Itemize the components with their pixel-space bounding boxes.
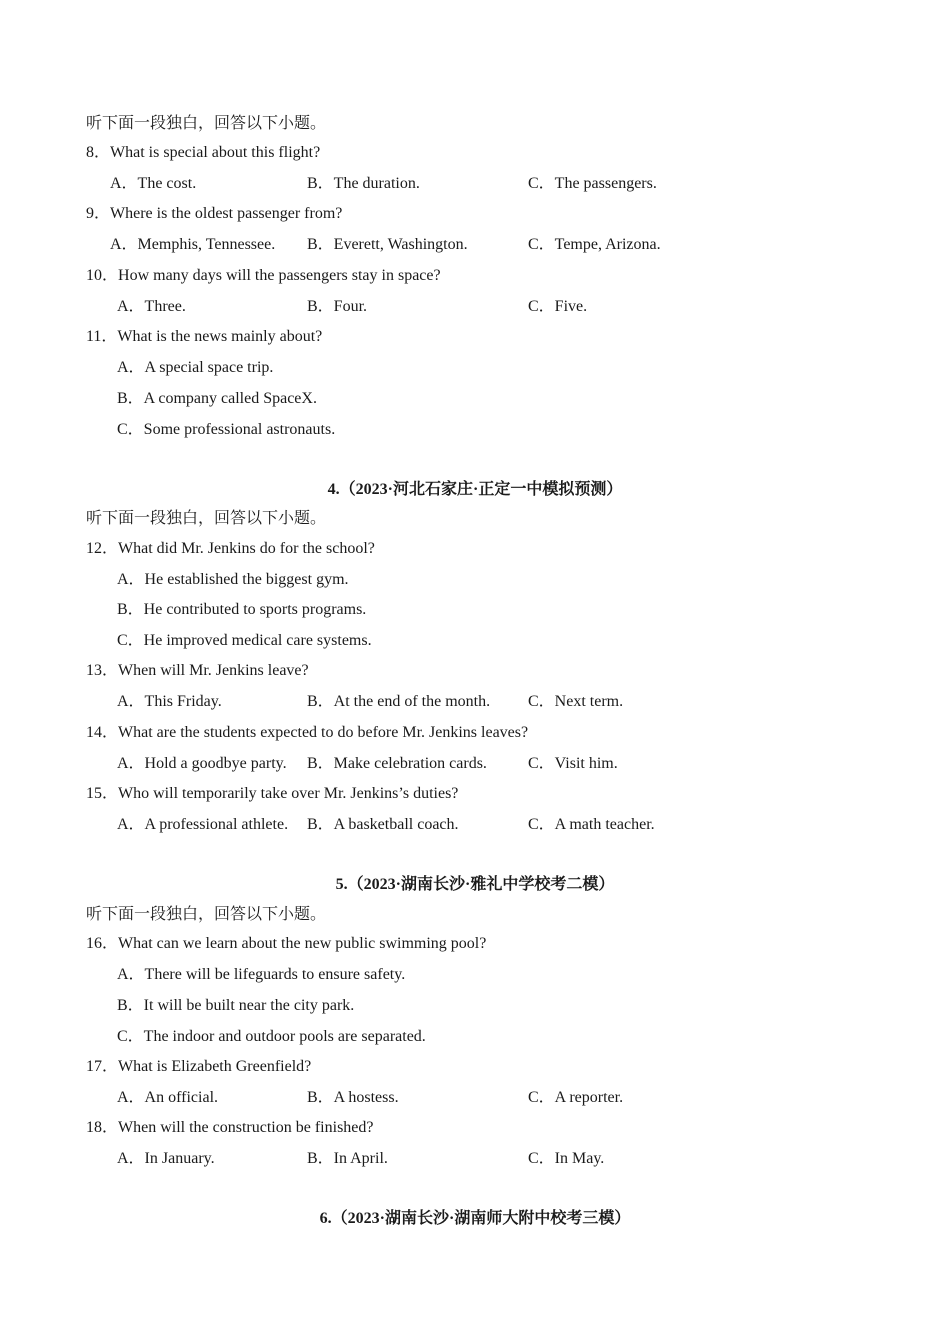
question-text: What is special about this flight? [110, 144, 321, 161]
option-b: B．It will be built near the city park. [117, 997, 355, 1014]
option-b: B．He contributed to sports programs. [117, 601, 367, 618]
question-text: What is Elizabeth Greenfield? [118, 1058, 312, 1075]
option-b: B．A company called SpaceX. [117, 390, 317, 407]
option-c: C．Tempe, Arizona. [528, 236, 661, 253]
section-instruction: 听下面一段独白，回答以下小题。 [86, 115, 327, 132]
question-11 [86, 327, 322, 347]
question-10 [86, 266, 441, 286]
section-heading: 5.（2023·湖南长沙·雅礼中学校考二模） [335, 876, 615, 893]
option-b: B．A hostess. [307, 1089, 399, 1106]
question-text: Where is the oldest passenger from? [110, 205, 343, 222]
option-a: A．There will be lifeguards to ensure safety. [117, 966, 406, 983]
option-a: A．Hold a goodbye party. [117, 755, 287, 772]
option-a: A．An official. [117, 1089, 219, 1106]
question-12 [86, 539, 375, 559]
question-text: What is the news mainly about? [117, 328, 323, 345]
question-13 [86, 661, 309, 681]
question-number: 15． [86, 785, 119, 802]
option-c: C．Next term. [528, 693, 624, 710]
question-text: How many days will the passengers stay in space? [118, 267, 441, 284]
option-b: B．At the end of the month. [307, 693, 491, 710]
option-b: B．The duration. [307, 175, 420, 192]
question-text: When will Mr. Jenkins leave? [118, 662, 309, 679]
question-14 [86, 723, 528, 743]
question-text: What can we learn about the new public swimming pool? [118, 935, 487, 952]
question-number: 12． [86, 540, 119, 557]
option-a: A．The cost. [110, 175, 197, 192]
section-heading: 4.（2023·河北石家庄·正定一中模拟预测） [327, 481, 623, 498]
option-a: A．In January. [117, 1150, 215, 1167]
question-15 [86, 784, 458, 804]
question-number: 8． [86, 144, 111, 161]
question-number: 17． [86, 1058, 119, 1075]
question-number: 18． [86, 1119, 119, 1136]
question-text: What did Mr. Jenkins do for the school? [118, 540, 375, 557]
question-16 [86, 934, 486, 954]
question-number: 16． [86, 935, 119, 952]
question-number: 11． [86, 328, 118, 345]
option-b: B．In April. [307, 1150, 388, 1167]
section-instruction: 听下面一段独白，回答以下小题。 [86, 510, 327, 527]
option-a: A．Memphis, Tennessee. [110, 236, 276, 253]
option-c: C．A math teacher. [528, 816, 655, 833]
option-c: C．He improved medical care systems. [117, 632, 372, 649]
question-number: 14． [86, 724, 119, 741]
option-b: B．Four. [307, 298, 368, 315]
option-b: B．Everett, Washington. [307, 236, 468, 253]
question-17 [86, 1057, 311, 1077]
question-number: 9． [86, 205, 111, 222]
option-c: C．Some professional astronauts. [117, 421, 336, 438]
option-a: A．This Friday. [117, 693, 222, 710]
option-a: A．A professional athlete. [117, 816, 289, 833]
question-text: Who will temporarily take over Mr. Jenkins’s duties? [118, 785, 459, 802]
section-heading: 6.（2023·湖南长沙·湖南师大附中校考三模） [319, 1210, 631, 1227]
option-c: C．A reporter. [528, 1089, 624, 1106]
question-text: What are the students expected to do before Mr. Jenkins leaves? [118, 724, 529, 741]
question-18 [86, 1118, 374, 1138]
question-number: 13． [86, 662, 119, 679]
option-c: C．Five. [528, 298, 588, 315]
option-c: C．The passengers. [528, 175, 657, 192]
option-b: B．A basketball coach. [307, 816, 459, 833]
option-a: A．Three. [117, 298, 186, 315]
option-c: C．Visit him. [528, 755, 618, 772]
option-a: A．He established the biggest gym. [117, 571, 349, 588]
section-instruction: 听下面一段独白，回答以下小题。 [86, 906, 327, 923]
option-a: A．A special space trip. [117, 359, 274, 376]
question-8 [86, 143, 320, 163]
question-number: 10． [86, 267, 119, 284]
question-9 [86, 204, 342, 224]
option-b: B．Make celebration cards. [307, 755, 487, 772]
question-text: When will the construction be finished? [118, 1119, 374, 1136]
option-c: C．The indoor and outdoor pools are separated. [117, 1028, 426, 1045]
option-c: C．In May. [528, 1150, 605, 1167]
